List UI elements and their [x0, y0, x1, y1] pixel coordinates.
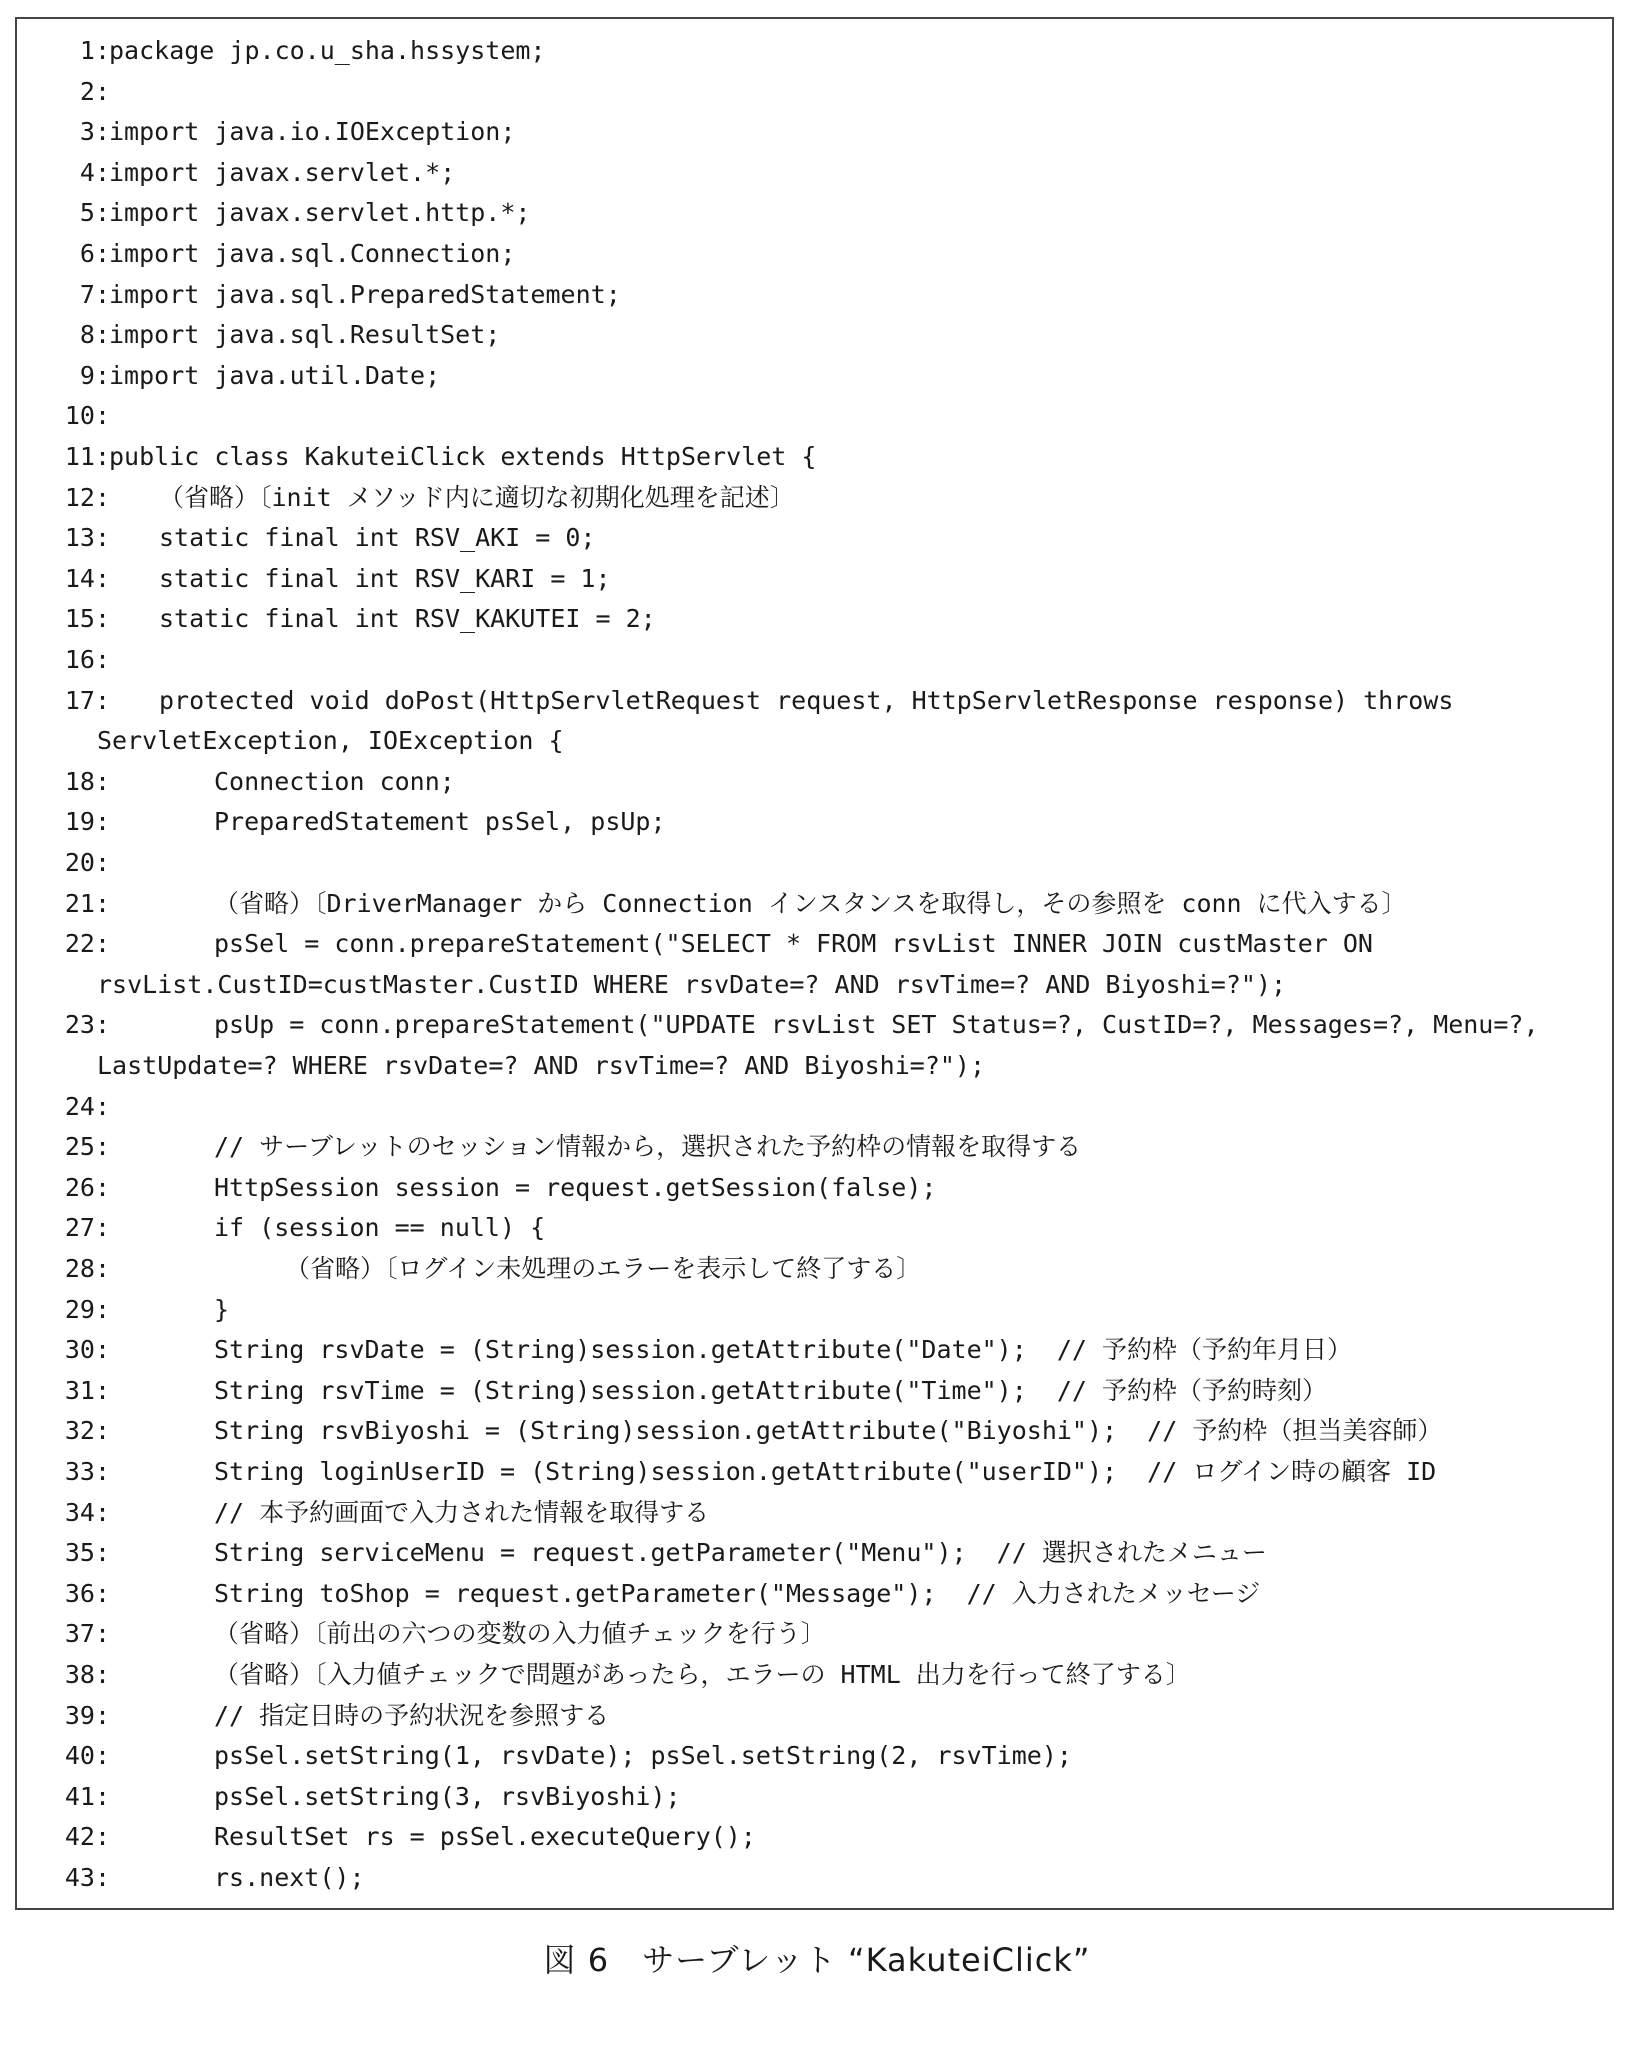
line-number: 2: [79, 76, 110, 106]
code-text: （省略）〔入力値チェックで問題があったら，エラーの HTML 出力を行って終了する〕 [214, 1660, 1191, 1689]
code-text: import java.io.IOException; [109, 117, 516, 147]
code-text: PreparedStatement psSel, psUp; [214, 807, 666, 837]
code-text: String loginUserID = (String)session.getAttribute("userID"); // ログイン時の顧客 ID [214, 1457, 1437, 1486]
code-text: if (session == null) { [214, 1213, 546, 1243]
line-number: 16: [64, 645, 110, 674]
line-number: 15: [64, 604, 110, 634]
line-number: 23: [64, 1010, 110, 1040]
line-number: 12: [64, 482, 110, 512]
line-number: 14: [64, 563, 110, 593]
code-text: } [214, 1294, 230, 1324]
line-number: 24: [64, 1091, 110, 1121]
code-text: String rsvTime = (String)session.getAttribute("Time"); // 予約枠（予約時刻） [214, 1375, 1328, 1405]
code-text: psSel = conn.prepareStatement("SELECT * FROM rsvList INNER JOIN custMaster ON [214, 929, 1373, 959]
line-number: 4: [79, 157, 110, 187]
line-number: 41: [64, 1781, 110, 1811]
code-text: ResultSet rs = psSel.executeQuery(); [214, 1822, 756, 1852]
line-number: 36: [64, 1578, 110, 1608]
line-number: 37: [64, 1619, 110, 1649]
line-number: 42: [64, 1822, 110, 1852]
code-text: import javax.servlet.http.*; [109, 198, 531, 228]
code-text: rs.next(); [214, 1863, 365, 1892]
code-continuation-text: rsvList.CustID=custMaster.CustID WHERE rsvDate=? AND rsvTime=? AND Biyoshi=?"); [97, 969, 1287, 999]
code-text: package jp.co.u_sha.hssystem; [109, 36, 546, 65]
line-number: 17: [64, 685, 110, 715]
code-text: （省略）〔init メソッド内に適切な初期化処理を記述〕 [159, 482, 795, 512]
line-number: 38: [64, 1660, 110, 1689]
line-number: 7: [79, 279, 110, 309]
code-text: psSel.setString(3, rsvBiyoshi); [214, 1781, 681, 1811]
line-number: 30: [64, 1335, 110, 1365]
line-number: 11: [64, 442, 110, 471]
code-text: （省略）〔ログイン未処理のエラーを表示して終了する〕 [285, 1254, 922, 1283]
line-number: 35: [64, 1538, 110, 1568]
line-number: 6: [79, 239, 110, 268]
code-text: static final int RSV_KAKUTEI = 2; [159, 604, 656, 634]
line-number: 13: [64, 523, 110, 553]
code-text: import java.sql.ResultSet; [109, 320, 501, 350]
line-number: 5: [79, 198, 110, 228]
line-number: 18: [64, 766, 110, 796]
code-text: import java.sql.PreparedStatement; [109, 279, 621, 309]
code-text: // サーブレットのセッション情報から，選択された予約枠の情報を取得する [214, 1132, 1082, 1162]
code-text: String toShop = request.getParameter("Message"); // 入力されたメッセージ [214, 1578, 1261, 1608]
line-number: 1: [79, 36, 110, 65]
line-number: 33: [64, 1457, 110, 1486]
line-number: 21: [64, 888, 110, 918]
line-number: 34: [64, 1497, 110, 1527]
line-number: 27: [64, 1213, 110, 1243]
code-text: import java.util.Date; [109, 360, 441, 390]
code-text: HttpSession session = request.getSession(false); [214, 1172, 937, 1202]
line-number: 9: [79, 360, 110, 390]
line-number: 39: [64, 1700, 110, 1730]
code-text: public class KakuteiClick extends HttpServlet { [109, 442, 817, 471]
line-number: 26: [64, 1172, 110, 1202]
line-number: 43: [64, 1863, 110, 1892]
line-number: 10: [64, 401, 110, 431]
line-number: 20: [64, 848, 110, 877]
code-text: // 指定日時の予約状況を参照する [214, 1700, 610, 1730]
code-text: String rsvDate = (String)session.getAttribute("Date"); // 予約枠（予約年月日） [214, 1335, 1353, 1365]
code-text: import java.sql.Connection; [109, 239, 516, 268]
code-continuation-text: LastUpdate=? WHERE rsvDate=? AND rsvTime=? AND Biyoshi=?"); [97, 1051, 986, 1080]
code-text: static final int RSV_KARI = 1; [159, 563, 611, 593]
code-text: psUp = conn.prepareStatement("UPDATE rsvList SET Status=?, CustID=?, Messages=?, Menu=?, [214, 1010, 1539, 1040]
code-text: String serviceMenu = request.getParameter("Menu"); // 選択されたメニュー [214, 1538, 1267, 1568]
line-number: 29: [64, 1294, 110, 1324]
code-text: // 本予約画面で入力された情報を取得する [214, 1497, 710, 1527]
code-text: String rsvBiyoshi = (String)session.getAttribute("Biyoshi"); // 予約枠（担当美容師） [214, 1416, 1443, 1446]
line-number: 32: [64, 1416, 110, 1446]
line-number: 31: [64, 1375, 110, 1405]
code-continuation-text: ServletException, IOException { [97, 726, 564, 756]
code-text: （省略）〔DriverManager から Connection インスタンスを取得し，その参照を conn に代入する〕 [214, 888, 1407, 918]
code-listing [15, 17, 1614, 1910]
line-number: 3: [79, 117, 110, 147]
line-number: 22: [64, 929, 110, 959]
line-number: 19: [64, 807, 110, 837]
line-number: 25: [64, 1132, 110, 1162]
code-text: protected void doPost(HttpServletRequest request, HttpServletResponse response) throws [159, 685, 1454, 715]
line-number: 40: [64, 1741, 110, 1771]
code-text: psSel.setString(1, rsvDate); psSel.setString(2, rsvTime); [214, 1741, 1072, 1771]
line-number: 28: [64, 1254, 110, 1283]
code-text: import javax.servlet.*; [109, 157, 456, 187]
figure-caption: 図 6 サーブレット “KakuteiClick” [543, 1941, 1091, 1979]
line-number: 8: [79, 320, 110, 350]
code-text: static final int RSV_AKI = 0; [159, 523, 596, 553]
code-text: Connection conn; [214, 766, 455, 796]
code-text: （省略）〔前出の六つの変数の入力値チェックを行う〕 [214, 1619, 826, 1649]
